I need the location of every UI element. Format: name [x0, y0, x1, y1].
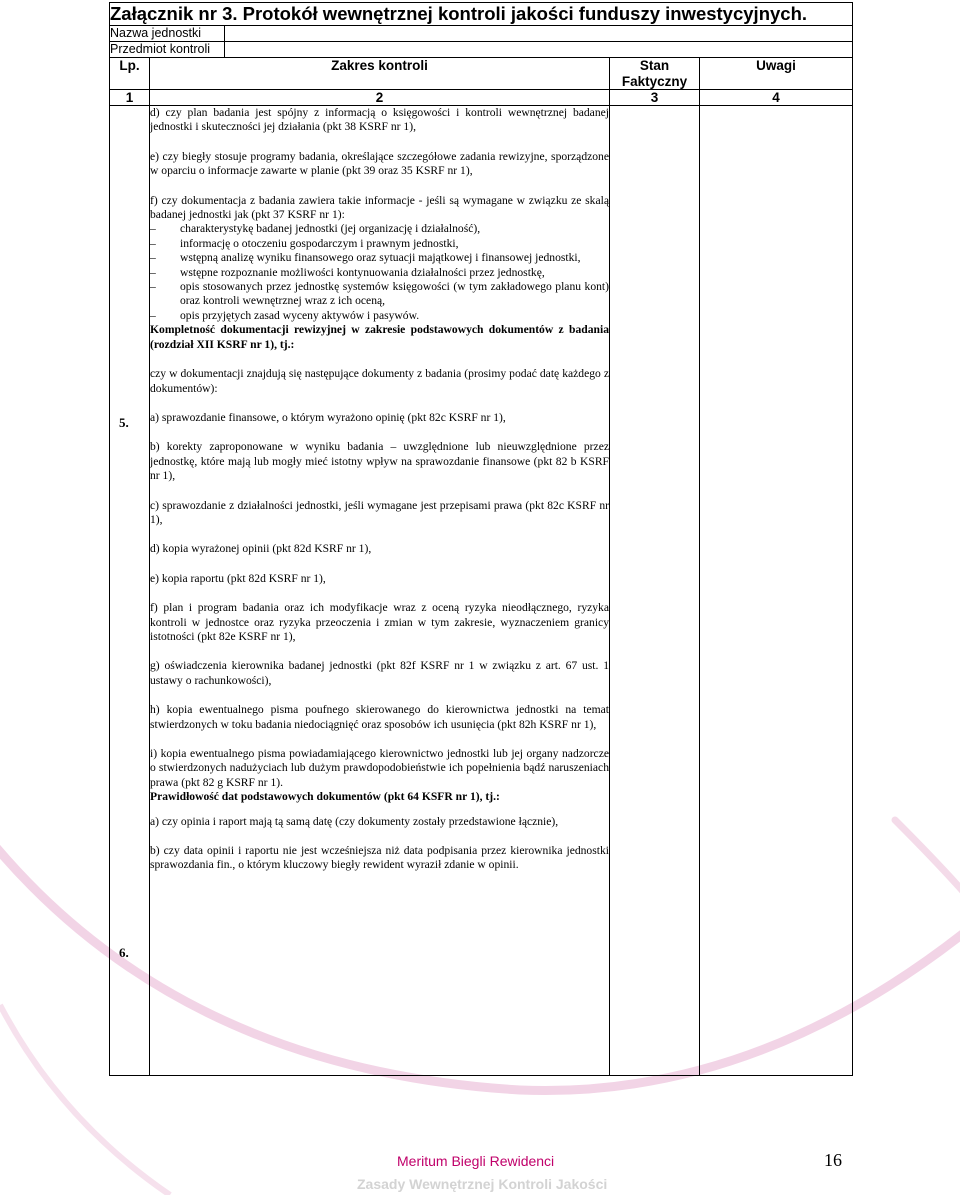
list-item: – opis przyjętych zasad wyceny aktywów i pasywów.: [150, 308, 420, 322]
footer-company: Meritum Biegli Rewidenci: [397, 1153, 555, 1169]
section5-item-g: g) oświadczenia kierownika badanej jednostki (pkt 82f KSRF nr 1 w związku z art. 67 ust. 1 ustawy o rachunkowości),: [150, 659, 609, 687]
state-column[interactable]: [610, 106, 700, 1076]
list-item: – wstępne rozpoznanie możliwości kontynuowania działalności przez jednostkę,: [150, 265, 545, 279]
item-e: e) czy biegły stosuje programy badania, określające szczegółowe zadania rewizyjne, sporządzone w oparciu o informacje zawarte w planie (pkt 39 oraz 35 KSRF nr 1),: [150, 149, 609, 178]
subject-label: Przedmiot kontroli: [110, 42, 225, 58]
column-header-scope: Zakres kontroli: [150, 58, 610, 90]
protocol-table: [109, 2, 853, 1076]
list-item: – opis stosowanych przez jednostkę systemów księgowości (w tym zakładowego planu kont) oraz kontroli wewnętrznej wraz z ich oceną,: [150, 280, 609, 308]
list-item: – charakterystykę badanej jednostki (jej organizację i działalność),: [150, 222, 481, 236]
column-number: 2: [150, 90, 610, 106]
section6-title: Prawidłowość dat podstawowych dokumentów (pkt 64 KSFR nr 1), tj.:: [150, 790, 500, 804]
section5-item-e: e) kopia raportu (pkt 82d KSRF nr 1),: [150, 571, 326, 585]
document-title: Załącznik nr 3. Protokół wewnętrznej kontroli jakości funduszy inwestycyjnych.: [110, 3, 853, 26]
section6-item-a: a) czy opinia i raport mają tą samą datę (czy dokumenty zostały przedstawione łącznie),: [150, 814, 559, 828]
column-number: 4: [700, 90, 853, 106]
section5-item-c: c) sprawozdanie z działalności jednostki, jeśli wymagane jest przepisami prawa (pkt 82c KSRF nr 1),: [150, 498, 609, 526]
section5-item-b: b) korekty zaproponowane w wyniku badania – uwzględnione lub nieuwzględnione przez jednostkę, które mają lub mogły mieć istotny wpływ na sprawozdanie finansowe (pkt 82 b KSRF nr 1),: [150, 440, 609, 483]
item-f-list: [150, 222, 609, 323]
column-header-remarks: Uwagi: [700, 58, 853, 90]
section-number-6: 6.: [119, 945, 129, 960]
section5-item-h: h) kopia ewentualnego pisma poufnego skierowanego do kierownictwa jednostki na temat stwierdzonych w toku badania niedociągnięć oraz sposobów ich usunięcia (pkt 82h KSRF nr 1),: [150, 703, 609, 731]
column-header-state: Stan Faktyczny: [610, 58, 700, 90]
item-f-intro: f) czy dokumentacja z badania zawiera takie informacje - jeśli są wymagane w związku ze skalą badanej jednostki jak (pkt 37 KSRF nr 1):: [150, 193, 609, 222]
section5-intro: czy w dokumentacji znajdują się następujące dokumenty z badania (prosimy podać datę każdego z dokumentów):: [150, 367, 609, 395]
item-d: d) czy plan badania jest spójny z informacją o księgowości i kontroli wewnętrznej badanej jednostki i skuteczności jej działania (pkt 38 KSRF nr 1),: [150, 106, 609, 134]
unit-name-label: Nazwa jednostki: [110, 26, 225, 42]
lp-column: [110, 106, 150, 1076]
section5-item-a: a) sprawozdanie finansowe, o którym wyrażono opinię (pkt 82c KSRF nr 1),: [150, 410, 506, 424]
page-number: 16: [824, 1150, 842, 1170]
section-number-5: 5.: [119, 415, 129, 430]
column-header-lp: Lp.: [110, 58, 150, 90]
section5-title: Kompletność dokumentacji rewizyjnej w zakresie podstawowych dokumentów z badania (rozdział XII KSRF nr 1), tj.:: [150, 323, 609, 351]
scope-column: [150, 106, 610, 1076]
subject-field[interactable]: [225, 42, 853, 58]
unit-name-field[interactable]: [225, 26, 853, 42]
column-number: 3: [610, 90, 700, 106]
list-item: – wstępną analizę wyniku finansowego oraz sytuacji majątkowej i finansowej jednostki,: [150, 251, 581, 265]
list-item: – informację o otoczeniu gospodarczym i prawnym jednostki,: [150, 236, 459, 250]
section5-item-d: d) kopia wyrażonej opinii (pkt 82d KSRF nr 1),: [150, 542, 372, 556]
remarks-column[interactable]: [700, 106, 853, 1076]
section6-item-b: b) czy data opinii i raportu nie jest wcześniejsza niż data podpisania przez kierownika jednostki sprawozdania fin., o którym kluczowy biegły rewident wyraził zdanie w opinii.: [150, 844, 609, 872]
section5-item-i: i) kopia ewentualnego pisma powiadamiającego kierownictwo jednostki lub jej organy nadzorcze o stwierdzonych nadużyciach lub dużym prawdopodobieństwie ich popełnienia bądź naruszeniach prawa (pkt 82 g KSRF nr 1).: [150, 747, 609, 789]
column-number: 1: [110, 90, 150, 106]
footer-subtitle: Zasady Wewnętrznej Kontroli Jakości: [357, 1176, 608, 1192]
section5-item-f: f) plan i program badania oraz ich modyfikacje wraz z oceną ryzyka nieodłącznego, ryzyka kontroli w jednostce oraz ryzyka przeoczenia i zmian w tym zakresie, wyznaczeniem granicy istotności (pkt 82e KSRF nr 1),: [150, 601, 609, 643]
